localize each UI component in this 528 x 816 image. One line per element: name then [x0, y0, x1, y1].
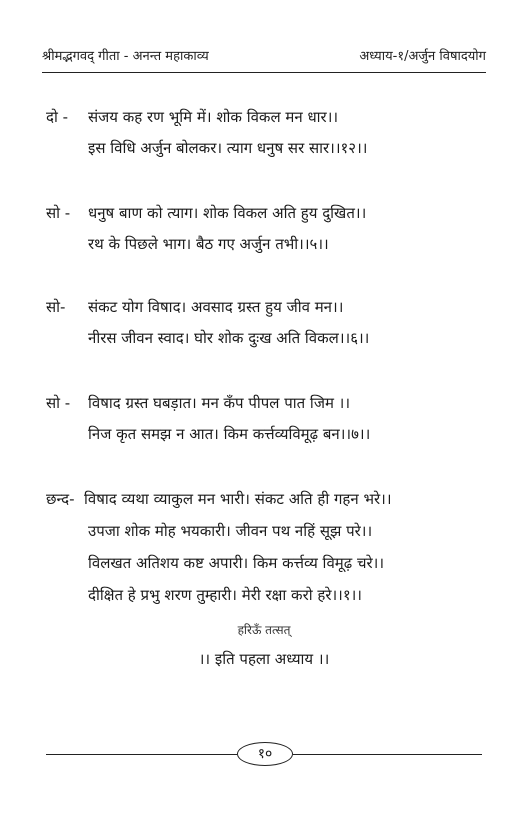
verse-line: विषाद व्यथा व्याकुल मन भारी। संकट अति ही गहन भरे।।	[84, 490, 392, 508]
verse-line: विषाद ग्रस्त घबड़ात। मन कँप पीपल पात जिम ।।	[88, 394, 351, 412]
verse-line: संकट योग विषाद। अवसाद ग्रस्त हुय जीव मन।।	[88, 298, 344, 316]
verse-label: छन्द-	[46, 490, 75, 508]
running-header	[42, 46, 486, 68]
footer-rule-left	[46, 754, 237, 755]
verse-line: विलखत अतिशय कष्ट अपारी। किम कर्त्तव्य विमूढ़ चरे।।	[88, 554, 384, 572]
verse-label: दो -	[46, 108, 69, 126]
chapter-end: ।। इति पहला अध्याय ।।	[198, 650, 330, 668]
verse-label: सो -	[46, 394, 71, 412]
page-number: १०	[237, 742, 293, 766]
book-title: श्रीमद्भगवद् गीता - अनन्त महाकाव्य	[42, 49, 209, 64]
verse-line: उपजा शोक मोह भयकारी। जीवन पथ नहिं सूझ परे।।	[88, 522, 373, 540]
header-divider	[42, 72, 486, 73]
chapter-title: अध्याय-१/अर्जुन विषादयोग	[359, 49, 486, 64]
verse-line: नीरस जीवन स्वाद। घोर शोक दुःख अति विकल।।६।।	[88, 329, 370, 347]
verse-label: सो -	[46, 204, 71, 222]
verse-line: रथ के पिछले भाग। बैठ गए अर्जुन तभी।।५।।	[88, 235, 329, 253]
verse-line: इस विधि अर्जुन बोलकर। त्याग धनुष सर सार।।१२।।	[88, 139, 368, 157]
verse-line: संजय कह रण भूमि में। शोक विकल मन धार।।	[88, 108, 339, 126]
verse-line: धनुष बाण को त्याग। शोक विकल अति हुय दुखित।।	[88, 204, 367, 222]
verse-line: दीक्षित हे प्रभु शरण तुम्हारी। मेरी रक्षा करो हरे।।१।।	[88, 586, 362, 604]
footer-rule-right	[293, 754, 482, 755]
verse-line: निज कृत समझ न आत। किम कर्त्तव्यविमूढ़ बन।।७।।	[88, 425, 371, 443]
verse-label: सो-	[46, 298, 66, 316]
invocation: हरिऊँ तत्सत्	[237, 623, 291, 637]
